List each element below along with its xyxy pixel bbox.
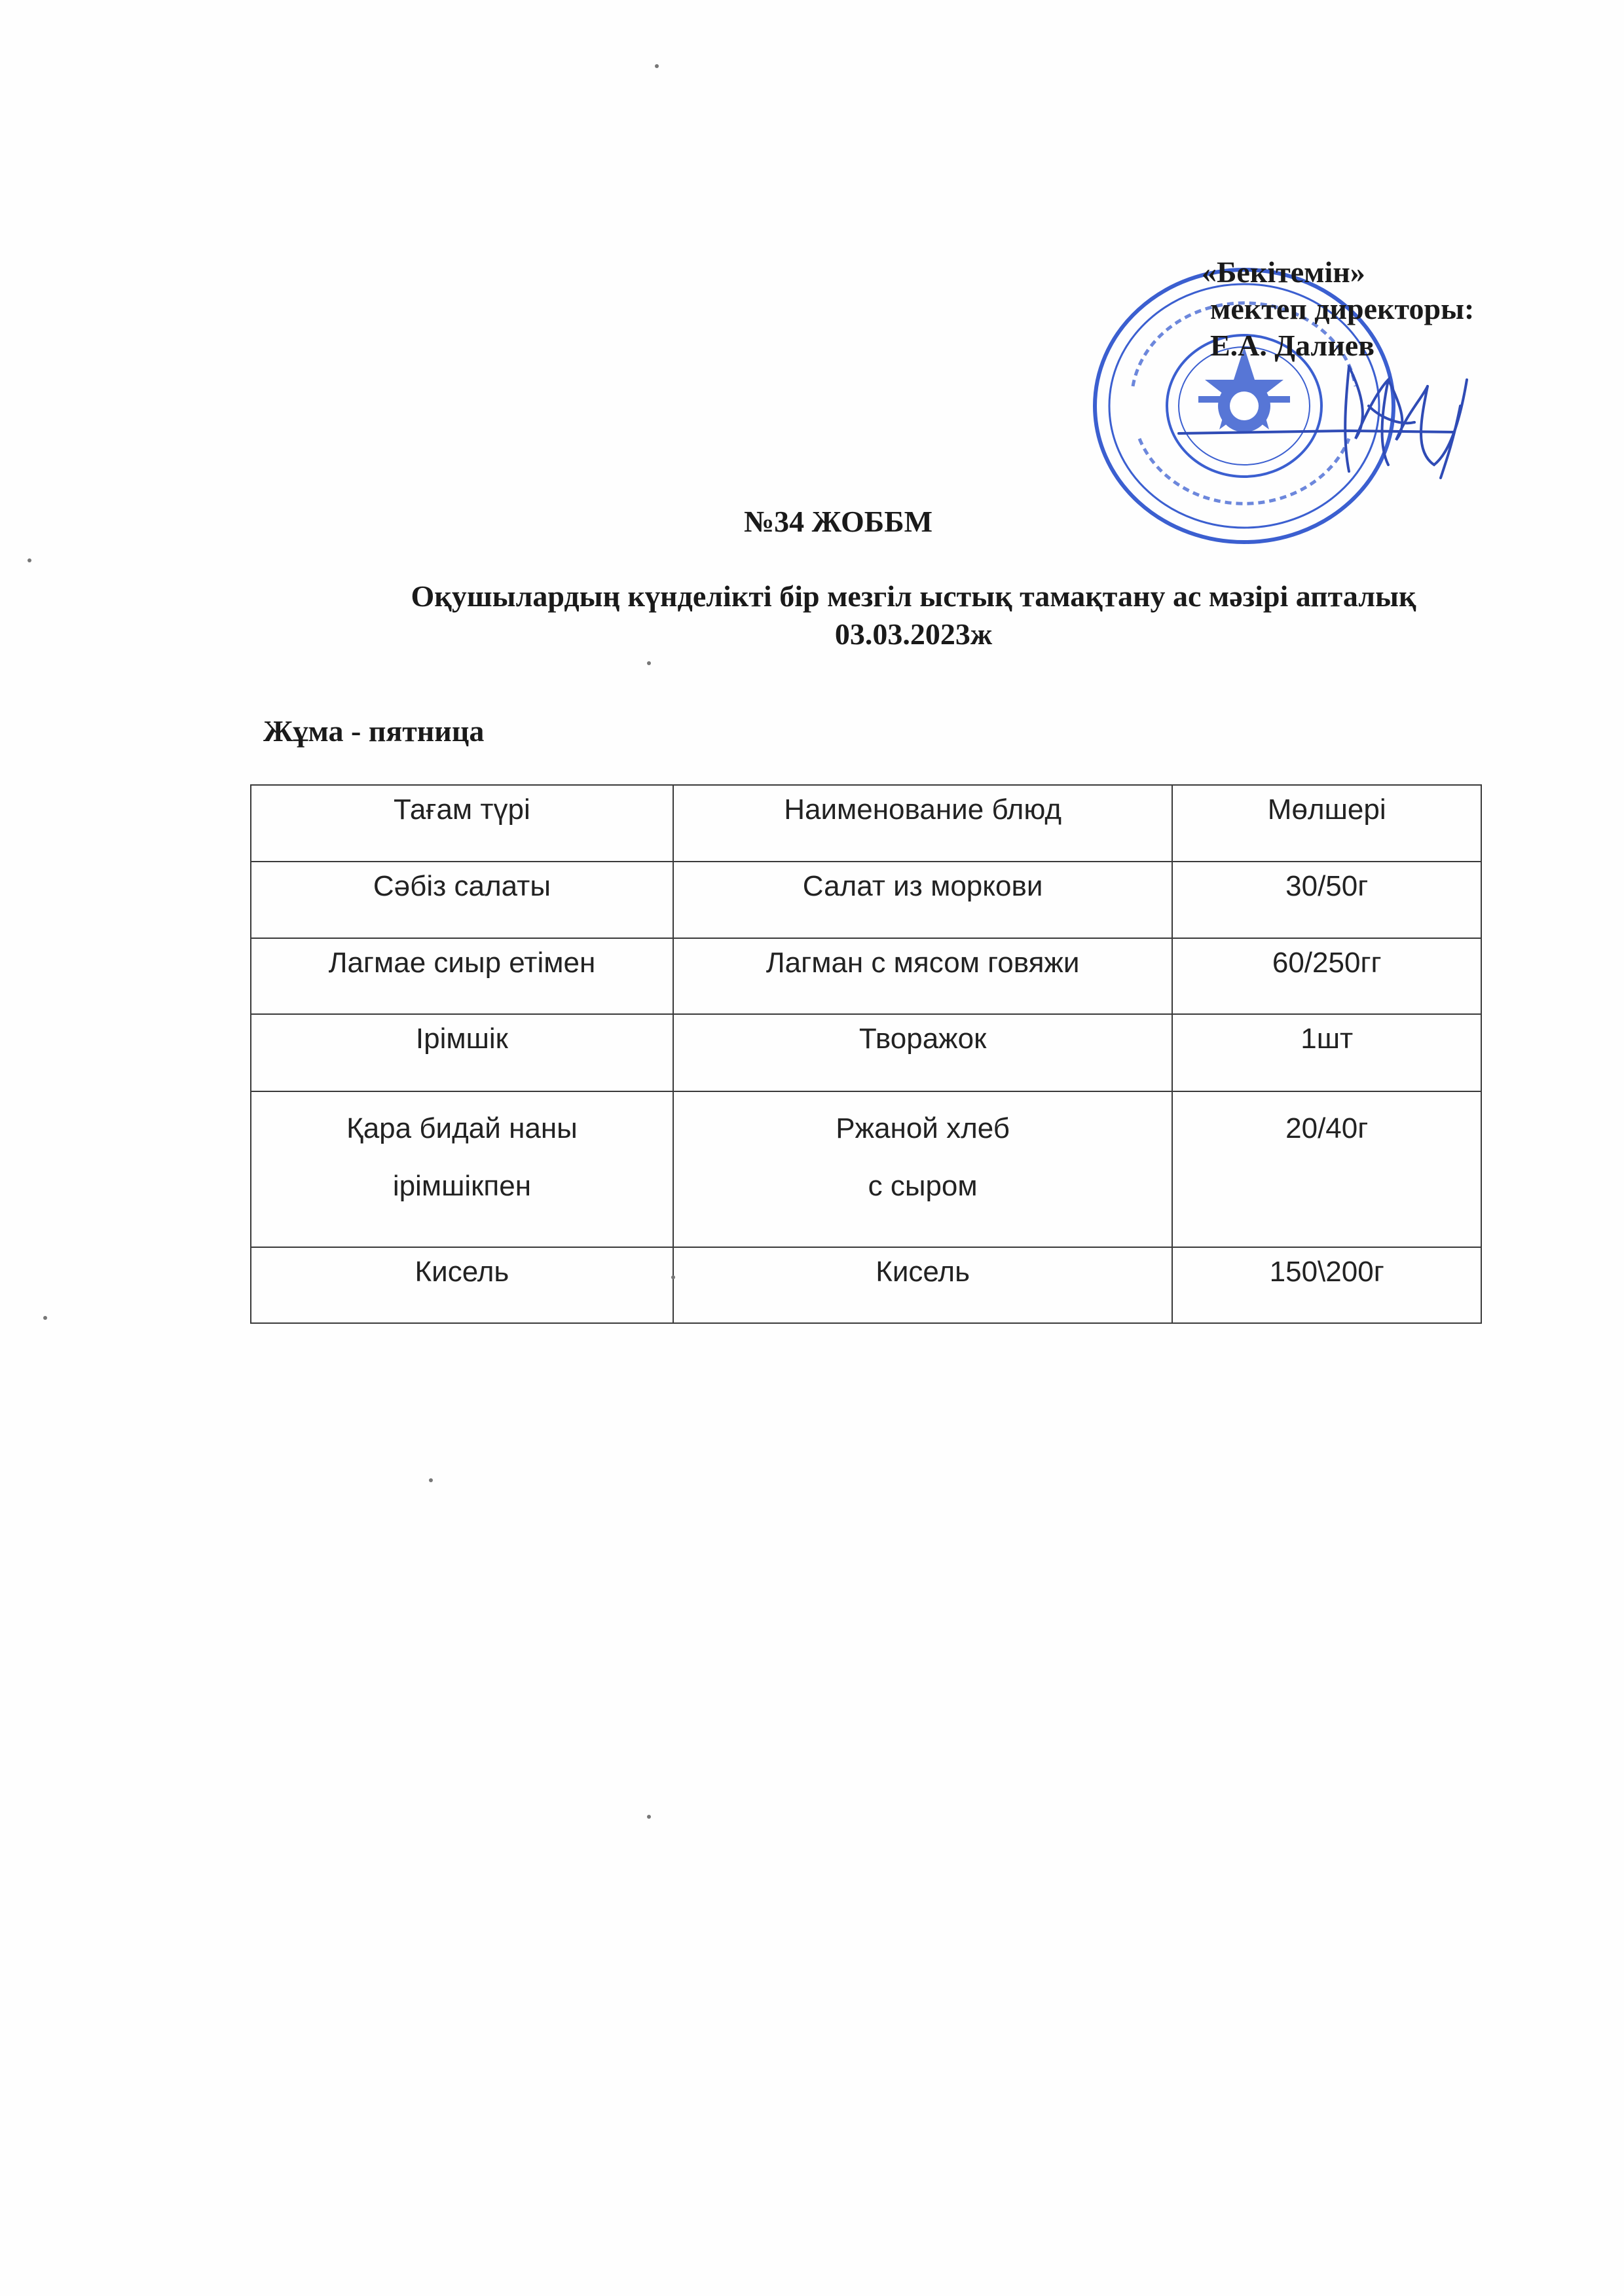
table-header-row: [251, 785, 1481, 862]
cell-ru: Кисель: [673, 1247, 1173, 1323]
scan-speck: [647, 661, 651, 665]
cell-kz: Кисель: [251, 1247, 673, 1323]
header-dish-name: Наименование блюд: [673, 785, 1173, 862]
menu-title: [249, 577, 1578, 653]
header-dish-type: Тағам түрі: [251, 785, 673, 862]
cell-ru-line1: Ржаной хлеб: [836, 1112, 1010, 1144]
cell-kz: Лагмае сиыр етімен: [251, 938, 673, 1014]
menu-table: [250, 784, 1482, 1324]
scan-speck: [655, 64, 659, 68]
approval-heading: «Бекітемін»: [1202, 255, 1365, 289]
table-row: [251, 1091, 1481, 1247]
cell-ru-line2: с сыром: [868, 1170, 978, 1202]
cell-amount: 1шт: [1172, 1014, 1481, 1091]
cell-kz-line2: ірімшікпен: [392, 1170, 532, 1202]
table-row: [251, 1247, 1481, 1323]
cell-ru: Творажок: [673, 1014, 1173, 1091]
cell-ru: [673, 1091, 1173, 1247]
table-row: [251, 938, 1481, 1014]
approval-name: Е.А. Далиев: [1210, 329, 1375, 362]
school-name: №34 ЖОББМ: [743, 505, 933, 538]
director-signature: [1153, 340, 1493, 498]
table-row: [251, 1014, 1481, 1091]
cell-amount: 150\200г: [1172, 1247, 1481, 1323]
table-row: [251, 862, 1481, 938]
scan-speck: [647, 1815, 651, 1819]
cell-amount: 30/50г: [1172, 862, 1481, 938]
header-amount: Мөлшері: [1172, 785, 1481, 862]
approval-position: мектеп директоры:: [1210, 292, 1475, 325]
cell-ru: Лагман с мясом говяжи: [673, 938, 1173, 1014]
menu-title-line1: Оқушылардың күнделікті бір мезгіл ыстық тамақтану ас мәзірі апталық: [411, 579, 1416, 613]
cell-kz: [251, 1091, 673, 1247]
cell-kz: Сәбіз салаты: [251, 862, 673, 938]
day-label: Жұма - пятница: [263, 714, 485, 748]
cell-ru: Салат из моркови: [673, 862, 1173, 938]
scan-speck: [43, 1316, 47, 1320]
scan-speck: [671, 1275, 675, 1279]
scan-speck: [429, 1478, 433, 1482]
cell-amount: 20/40г: [1172, 1091, 1481, 1247]
cell-amount: 60/250гг: [1172, 938, 1481, 1014]
scan-speck: [28, 558, 31, 562]
menu-date: 03.03.2023ж: [834, 617, 993, 651]
cell-kz: Ірімшік: [251, 1014, 673, 1091]
cell-kz-line1: Қара бидай наны: [346, 1112, 578, 1144]
